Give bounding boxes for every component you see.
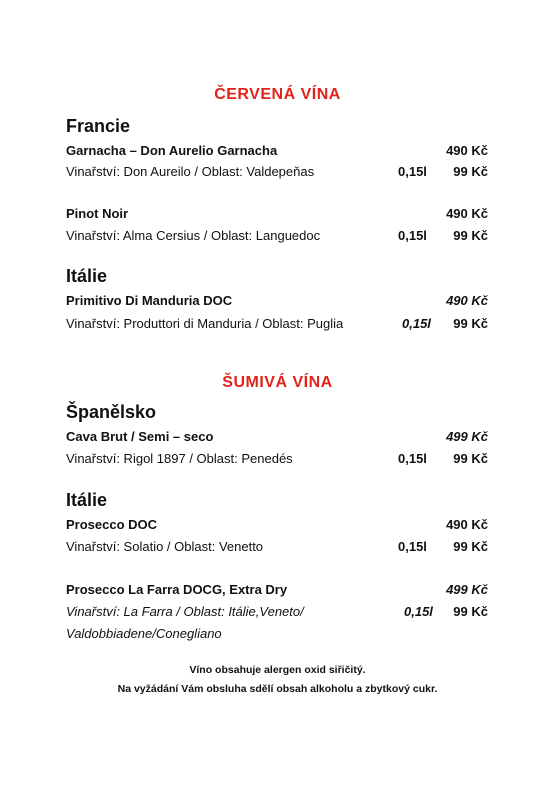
section-title-red-wines: ČERVENÁ VÍNA bbox=[214, 86, 341, 103]
glass-price: 99 Kč bbox=[453, 604, 488, 619]
bottle-price: 490 Kč bbox=[446, 517, 488, 532]
glass-volume: 0,15l bbox=[398, 164, 427, 179]
wine-detail: Vinařství: Alma Cersius / Oblast: Languedoc bbox=[66, 228, 321, 243]
wine-detail: Vinařství: Rigol 1897 / Oblast: Penedés bbox=[66, 451, 293, 466]
wine-name: Prosecco La Farra DOCG, Extra Dry bbox=[66, 582, 288, 597]
bottle-price: 490 Kč bbox=[446, 143, 488, 158]
wine-name: Primitivo Di Manduria DOC bbox=[66, 293, 233, 308]
glass-price: 99 Kč bbox=[453, 228, 488, 243]
bottle-price: 499 Kč bbox=[446, 582, 488, 597]
bottle-price: 490 Kč bbox=[446, 206, 488, 221]
wine-detail: Vinařství: La Farra / Oblast: Itálie,Veneto/ bbox=[66, 604, 304, 619]
glass-price: 99 Kč bbox=[453, 451, 488, 466]
glass-volume: 0,15l bbox=[404, 604, 433, 619]
alcohol-info-note: Na vyžádání Vám obsluha sdělí obsah alkoholu a zbytkový cukr. bbox=[117, 683, 438, 695]
glass-volume: 0,15l bbox=[402, 316, 431, 331]
wine-detail: Vinařství: Don Aureilo / Oblast: Valdepeňas bbox=[66, 164, 315, 179]
country-heading-spain: Španělsko bbox=[66, 402, 157, 422]
glass-price: 99 Kč bbox=[453, 316, 488, 331]
country-heading-italy: Itálie bbox=[66, 490, 108, 510]
wine-name: Pinot Noir bbox=[66, 206, 129, 221]
country-heading-italy: Itálie bbox=[66, 266, 108, 286]
wine-name: Garnacha – Don Aurelio Garnacha bbox=[66, 143, 278, 158]
section-title-sparkling-wines: ŠUMIVÁ VÍNA bbox=[222, 374, 333, 391]
country-heading-france: Francie bbox=[66, 116, 131, 136]
wine-name: Cava Brut / Semi – seco bbox=[66, 429, 214, 444]
glass-volume: 0,15l bbox=[398, 539, 427, 554]
wine-detail-continued: Valdobbiadene/Conegliano bbox=[66, 626, 222, 641]
wine-name: Prosecco DOC bbox=[66, 517, 158, 532]
wine-detail: Vinařství: Solatio / Oblast: Venetto bbox=[66, 539, 264, 554]
bottle-price: 499 Kč bbox=[446, 429, 488, 444]
glass-volume: 0,15l bbox=[398, 451, 427, 466]
allergen-note: Víno obsahuje alergen oxid siřičitý. bbox=[189, 664, 366, 676]
glass-price: 99 Kč bbox=[453, 539, 488, 554]
glass-volume: 0,15l bbox=[398, 228, 427, 243]
bottle-price: 490 Kč bbox=[446, 293, 488, 308]
glass-price: 99 Kč bbox=[453, 164, 488, 179]
wine-detail: Vinařství: Produttori di Manduria / Oblast: Puglia bbox=[66, 316, 344, 331]
